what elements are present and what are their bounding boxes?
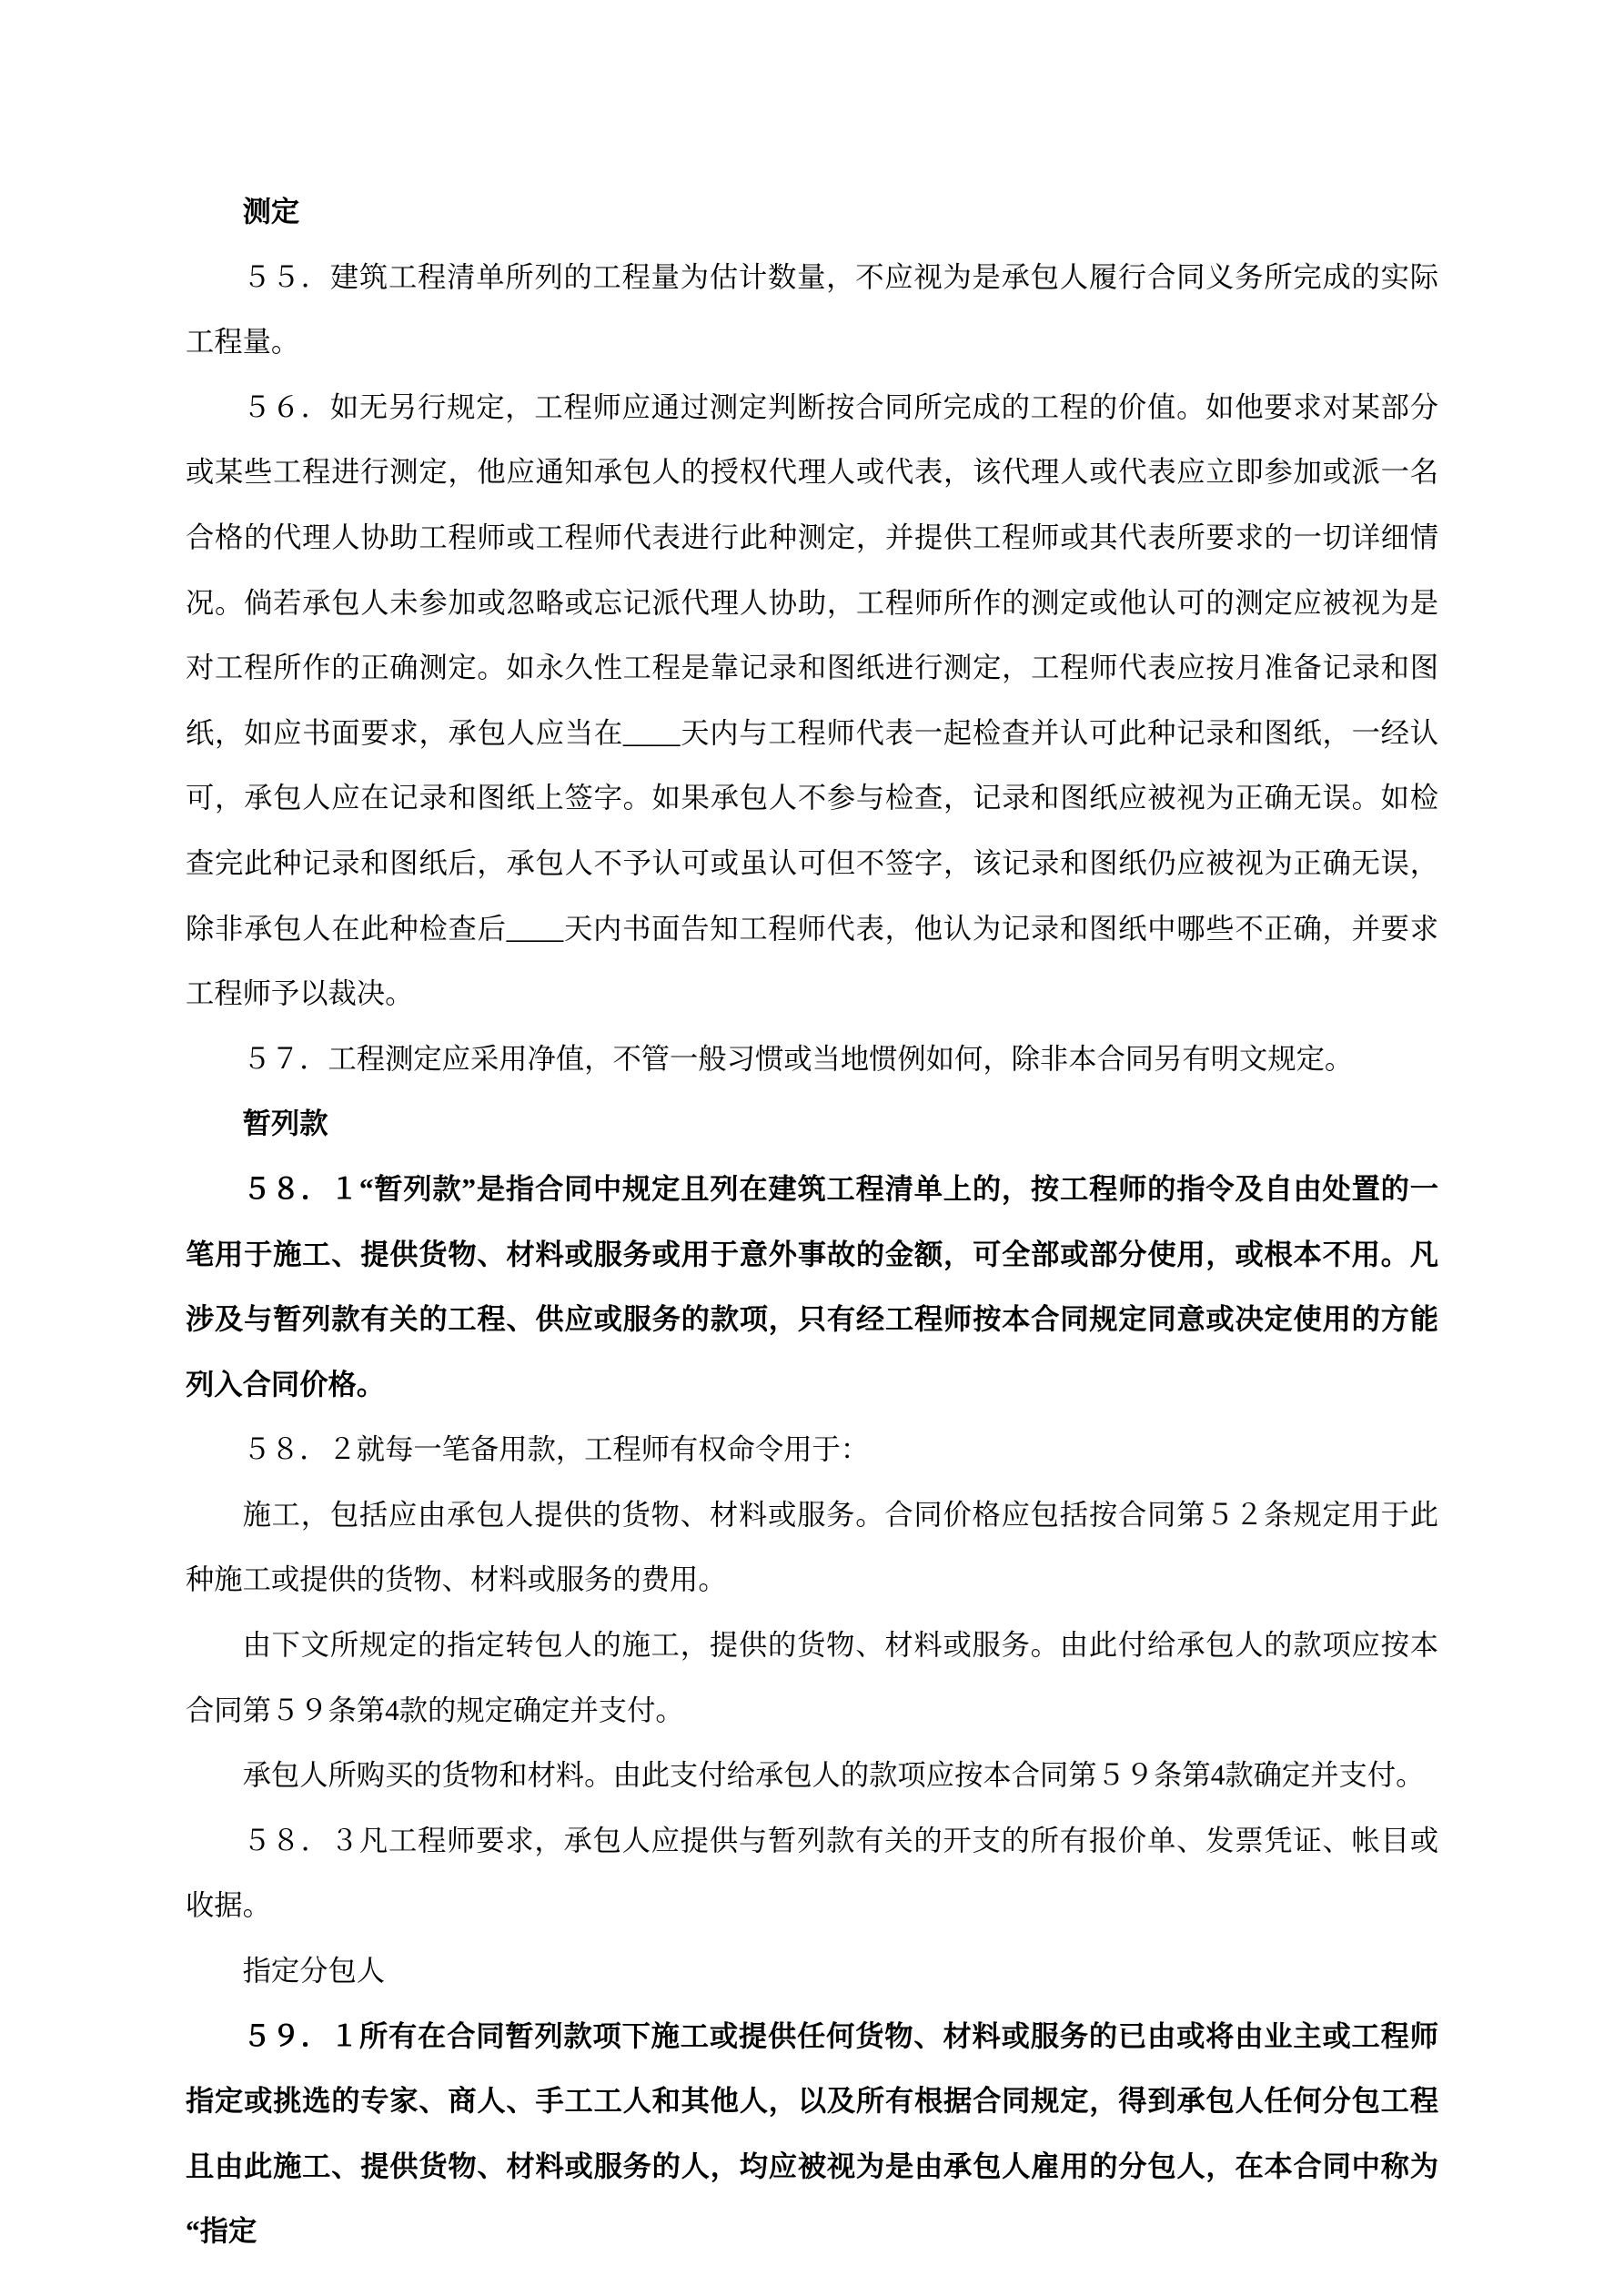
paragraph: ５６．如无另行规定，工程师应通过测定判断按合同所完成的工程的价值。如他要求对某部分或某些工程进行测定，他应通知承包人的授权代理人或代表，该代理人或代表应立即参加或派一名合格的代理人协助工程师或工程师代表进行此种测定，并提供工程师或其代表所要求的一切详细情况。倘若承包人未参加或忽略或忘记派代理人协助，工程师所作的测定或他认可的测定应被视为是对工程所作的正确测定。如永久性工程是靠记录和图纸进行测定，工程师代表应按月准备记录和图纸，如应书面要求，承包人应当在____天内与工程师代表一起检查并认可此种记录和图纸，一经认可，承包人应在记录和图纸上签字。如果承包人不参与检查，记录和图纸应被视为正确无误。如检查完此种记录和图纸后，承包人不予认可或虽认可但不签字，该记录和图纸仍应被视为正确无误，除非承包人在此种检查后____天内书面告知工程师代表，他认为记录和图纸中哪些不正确，并要求工程师予以裁决。 [186, 390, 1438, 1010]
paragraph: 施工，包括应由承包人提供的货物、材料或服务。合同价格应包括按合同第５２条规定用于此种施工或提供的货物、材料或服务的费用。 [186, 1498, 1438, 1596]
paragraph: ５８．３凡工程师要求，承包人应提供与暂列款有关的开支的所有报价单、发票凭证、帐目或收据。 [186, 1824, 1438, 1922]
paragraph: ５８．２就每一笔备用款，工程师有权命令用于： [242, 1433, 870, 1466]
paragraph: ５９．１所有在合同暂列款项下施工或提供任何货物、材料或服务的已由或将由业主或工程师指定或挑选的专家、商人、手工工人和其他人，以及所有根据合同规定，得到承包人任何分包工程且由此施工、提供货物、材料或服务的人，均应被视为是由承包人雇用的分包人，在本合同中称为“指定 [186, 2019, 1438, 2248]
paragraph: 承包人所购买的货物和材料。由此支付给承包人的款项应按本合同第５９条第4款确定并支付。 [242, 1759, 1425, 1792]
section-heading: 测定 [242, 196, 300, 228]
document-body [186, 179, 1438, 2264]
paragraph: ５５．建筑工程清单所列的工程量为估计数量，不应视为是承包人履行合同义务所完成的实际工程量。 [186, 260, 1438, 359]
paragraph: ５８．１“暂列款”是指合同中规定且列在建筑工程清单上的，按工程师的指令及自由处置的一笔用于施工、提供货物、材料或服务或用于意外事故的金额，可全部或部分使用，或根本不用。凡涉及与暂列款有关的工程、供应或服务的款项，只有经工程师按本合同规定同意或决定使用的方能列入合同价格。 [186, 1172, 1438, 1401]
paragraph: 由下文所规定的指定转包人的施工，提供的货物、材料或服务。由此付给承包人的款项应按本合同第５９条第4款的规定确定并支付。 [186, 1629, 1438, 1726]
section-heading: 暂列款 [242, 1108, 328, 1140]
section-heading: 指定分包人 [242, 1955, 386, 1988]
paragraph: ５７．工程测定应采用净值，不管一般习惯或当地惯例如何，除非本合同另有明文规定。 [242, 1042, 1354, 1075]
